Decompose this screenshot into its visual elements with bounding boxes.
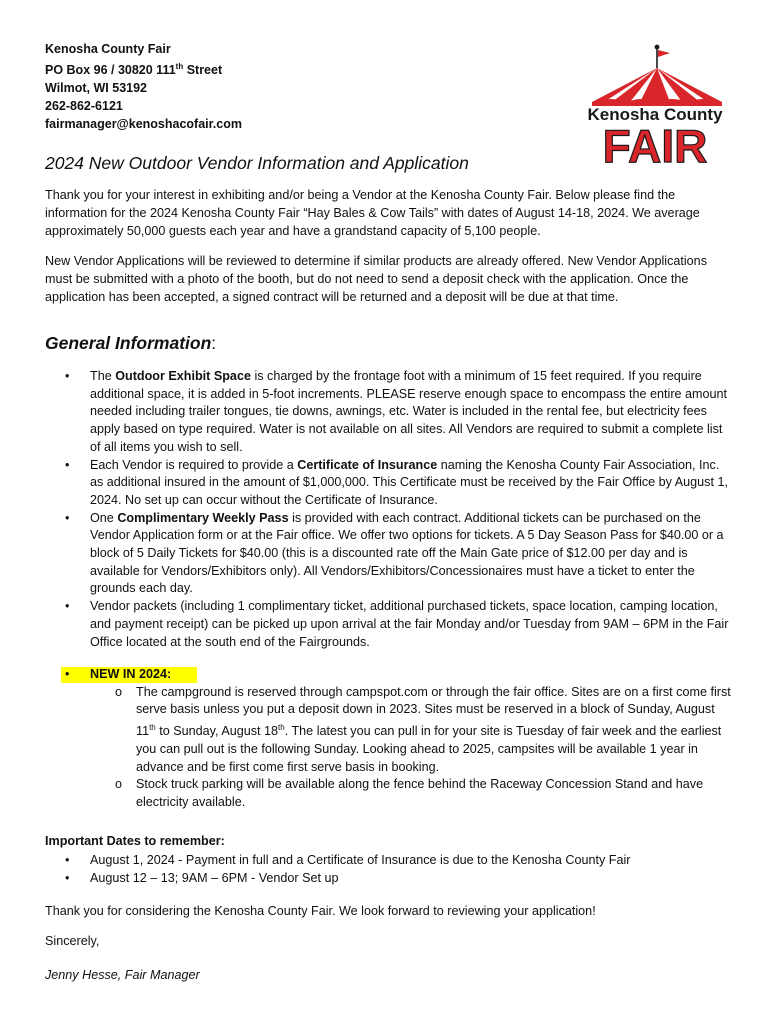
email-address[interactable]: fairmanager@kenoshacofair.com	[45, 117, 242, 132]
list-item: • One Complimentary Weekly Pass is provided with each contract. Additional tickets can be purchased on the Vendor Application form or at the Fair office. We offer two options for tickets. A 5 Day Season Pass for $40.00 or a block of 5 Daily Tickets for $40.00 (this is a discounted rate off the Main Gate price of $12.00 per day and is available for Vendors/Exhibitors only). All Vendors/Exhibitors/Concessionaires must have a ticket to enter the grounds each day.	[65, 510, 724, 596]
intro-paragraph-1: Thank you for your interest in exhibiting and/or being a Vendor at the Kenosha County Fair. Below please find the information for the 2024 Kenosha County Fair “Hay Bales & Cow Tails” with dates of August 14-18, 2024. We average approximately 50,000 guests each year and have a grandstand capacity of 5,100 people.	[45, 188, 700, 238]
bullet: •	[65, 667, 70, 681]
list-item: • August 12 – 13; 9AM – 6PM - Vendor Set up	[65, 871, 339, 885]
bullet: •	[65, 369, 70, 383]
bullet: •	[65, 871, 70, 885]
new-in-2024-section	[45, 666, 735, 812]
important-dates-heading: Important Dates to remember:	[45, 834, 225, 848]
closing-sincerely: Sincerely,	[45, 934, 100, 948]
bullet: •	[65, 599, 70, 614]
list-item: o Stock truck parking will be available along the fence behind the Raceway Concession Stand and have electricity available.	[115, 777, 704, 810]
fair-logo	[582, 44, 728, 166]
phone-number: 262-862-6121	[45, 99, 123, 114]
sub-bullet: o	[115, 684, 123, 699]
return-address	[45, 40, 242, 133]
new-in-2024-list	[45, 684, 735, 812]
general-info-heading: General Information:	[45, 333, 217, 353]
new-in-2024-heading: • NEW IN 2024:	[45, 666, 735, 684]
list-item: o The campground is reserved through campspot.com or through the fair office. Sites are on a first come first serve basis unless you put a deposit down in 2023. Sites must be reserved in a block of Sunday, August 11th to Sunday, August 18th. The latest you can pull in for your site is Tuesday of fair week and the earliest you can pull out is the following Sunday. Looking ahead to 2025, campsites will be available 1 year in advance and be first come first serve basis in booking.	[115, 684, 731, 774]
list-item: • Each Vendor is required to provide a Certificate of Insurance naming the Kenosha County Fair Association, Inc. as additional insured in the amount of $1,000,000. This Certificate must be received by the Fair Office by August 1, 2024. No set up can occur without the Certificate of Insurance.	[65, 457, 728, 507]
signature: Jenny Hesse, Fair Manager	[45, 968, 200, 982]
closing-thanks: Thank you for considering the Kenosha County Fair. We look forward to reviewing your application!	[45, 904, 596, 918]
important-dates-list	[45, 851, 630, 887]
bullet: •	[65, 457, 70, 472]
bullet: •	[65, 853, 70, 867]
sub-bullet: o	[115, 777, 123, 792]
logo-line2: FAIR	[602, 120, 708, 166]
list-item: • The Outdoor Exhibit Space is charged by the frontage foot with a minimum of 15 feet required. If you require additional space, it is added in 5-foot increments. PLEASE reserve enough space to encompass the entire amount needed including trailer tongues, tie downs, awnings, etc. Water is included in the rental fee, but electricity fees apply based on type required. Water is not available on all sites. All Vendors are required to submit a complete list of all items you wish to sell.	[65, 369, 728, 454]
tent-logo-graphic	[582, 44, 728, 166]
po-box: PO Box 96 / 30820 111th Street	[45, 62, 223, 78]
general-info-list	[45, 368, 735, 651]
page-title: 2024 New Outdoor Vendor Information and Application	[45, 153, 469, 173]
list-item: • Vendor packets (including 1 complimentary ticket, additional purchased tickets, space location, camping location, and payment receipt) can be picked up upon arrival at the fair Monday and/or Tuesday from 9AM – 6PM in the Fair Office located at the south end of the Fairgrounds.	[65, 599, 729, 649]
logo-line1: Kenosha County	[587, 105, 723, 124]
city-state-zip: Wilmot, WI 53192	[45, 81, 147, 96]
org-name: Kenosha County Fair	[45, 42, 171, 56]
intro-paragraph-2: New Vendor Applications will be reviewed to determine if similar products are already offered. New Vendor Applications must be submitted with a photo of the booth, but do not need to send a deposit check with the application. Once the application has been accepted, a signed contract will be returned and a deposit will be due at that time.	[45, 254, 707, 304]
bullet: •	[65, 510, 70, 525]
list-item: • August 1, 2024 - Payment in full and a Certificate of Insurance is due to the Kenosha County Fair	[65, 853, 631, 867]
